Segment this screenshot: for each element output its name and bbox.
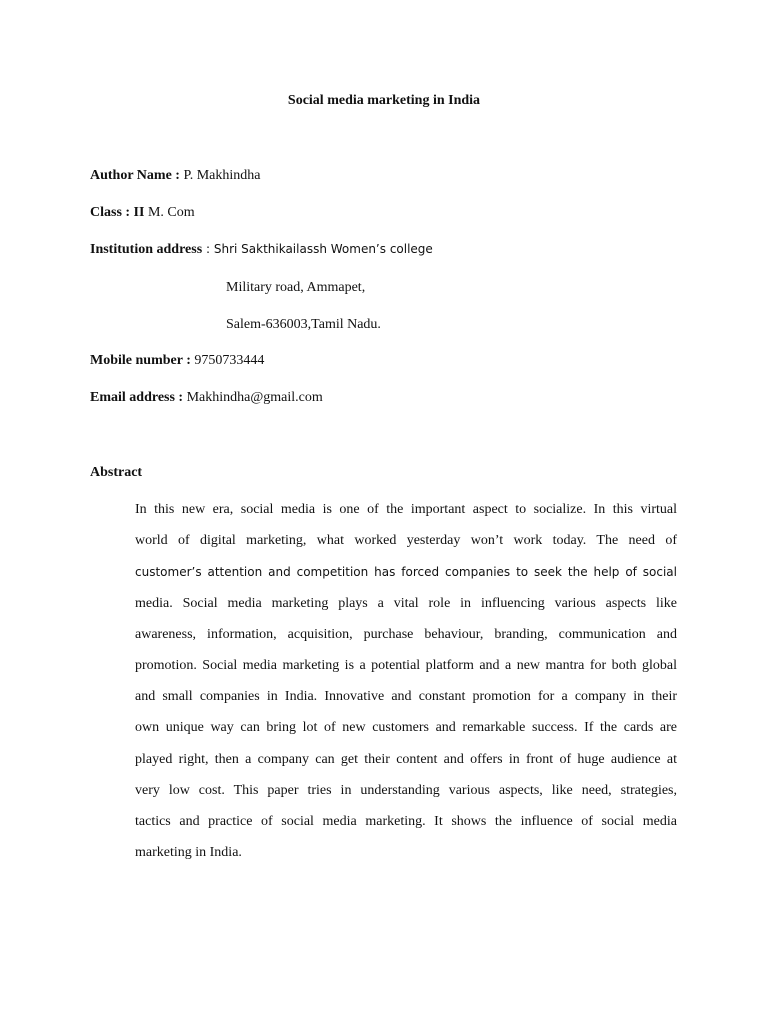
class-label: Class : II [90,205,145,220]
author-value: P. Makhindha [179,168,261,183]
abstract-line: media. Social media marketing plays a vital role in influencing various aspects like [135,595,677,611]
abstract-line: In this new era, social media is one of the important aspect to socialize. In this virtual [135,502,677,517]
abstract-line: marketing in India. [135,845,242,861]
mobile-line [90,353,264,369]
abstract-line: promotion. Social media marketing is a potential platform and a new mantra for both global [135,657,677,673]
mobile-label: Mobile number : [90,353,191,368]
author-label: Author Name : [90,168,180,183]
institution-address-line-3: Salem-636003,Tamil Nadu. [226,317,381,332]
abstract-line: and small companies in India. Innovative and constant promotion for a company in their [135,689,677,705]
abstract-line: played right, then a company can get their content and offers in front of huge audience at [135,751,677,767]
class-line [90,205,195,221]
institution-label: Institution address [90,242,203,257]
abstract-line: world of digital marketing, what worked yesterday won’t work today. The need of [135,533,677,549]
class-value: M. Com [144,205,195,220]
abstract-line: customer’s attention and competition has forced companies to seek the help of social [135,565,677,580]
abstract-line: own unique way can bring lot of new customers and remarkable success. If the cards are [135,720,677,736]
email-value: Makhindha@gmail.com [183,390,323,405]
institution-address-line-2: Military road, Ammapet, [226,280,366,295]
abstract-body [135,499,677,873]
author-line [90,168,260,184]
email-label: Email address : [90,390,184,405]
abstract-line: tactics and practice of social media marketing. It shows the influence of social media [135,813,677,829]
email-line [90,390,323,406]
institution-value: : Shri Sakthikailassh Women’s college [202,242,433,256]
abstract-line: very low cost. This paper tries in understanding various aspects, like need, strategies, [135,782,677,798]
document-title: Social media marketing in India [287,93,481,108]
abstract-heading: Abstract [90,465,143,480]
mobile-value: 9750733444 [190,353,265,368]
institution-line [90,242,433,258]
abstract-line: awareness, information, acquisition, purchase behaviour, branding, communication and [135,626,677,642]
